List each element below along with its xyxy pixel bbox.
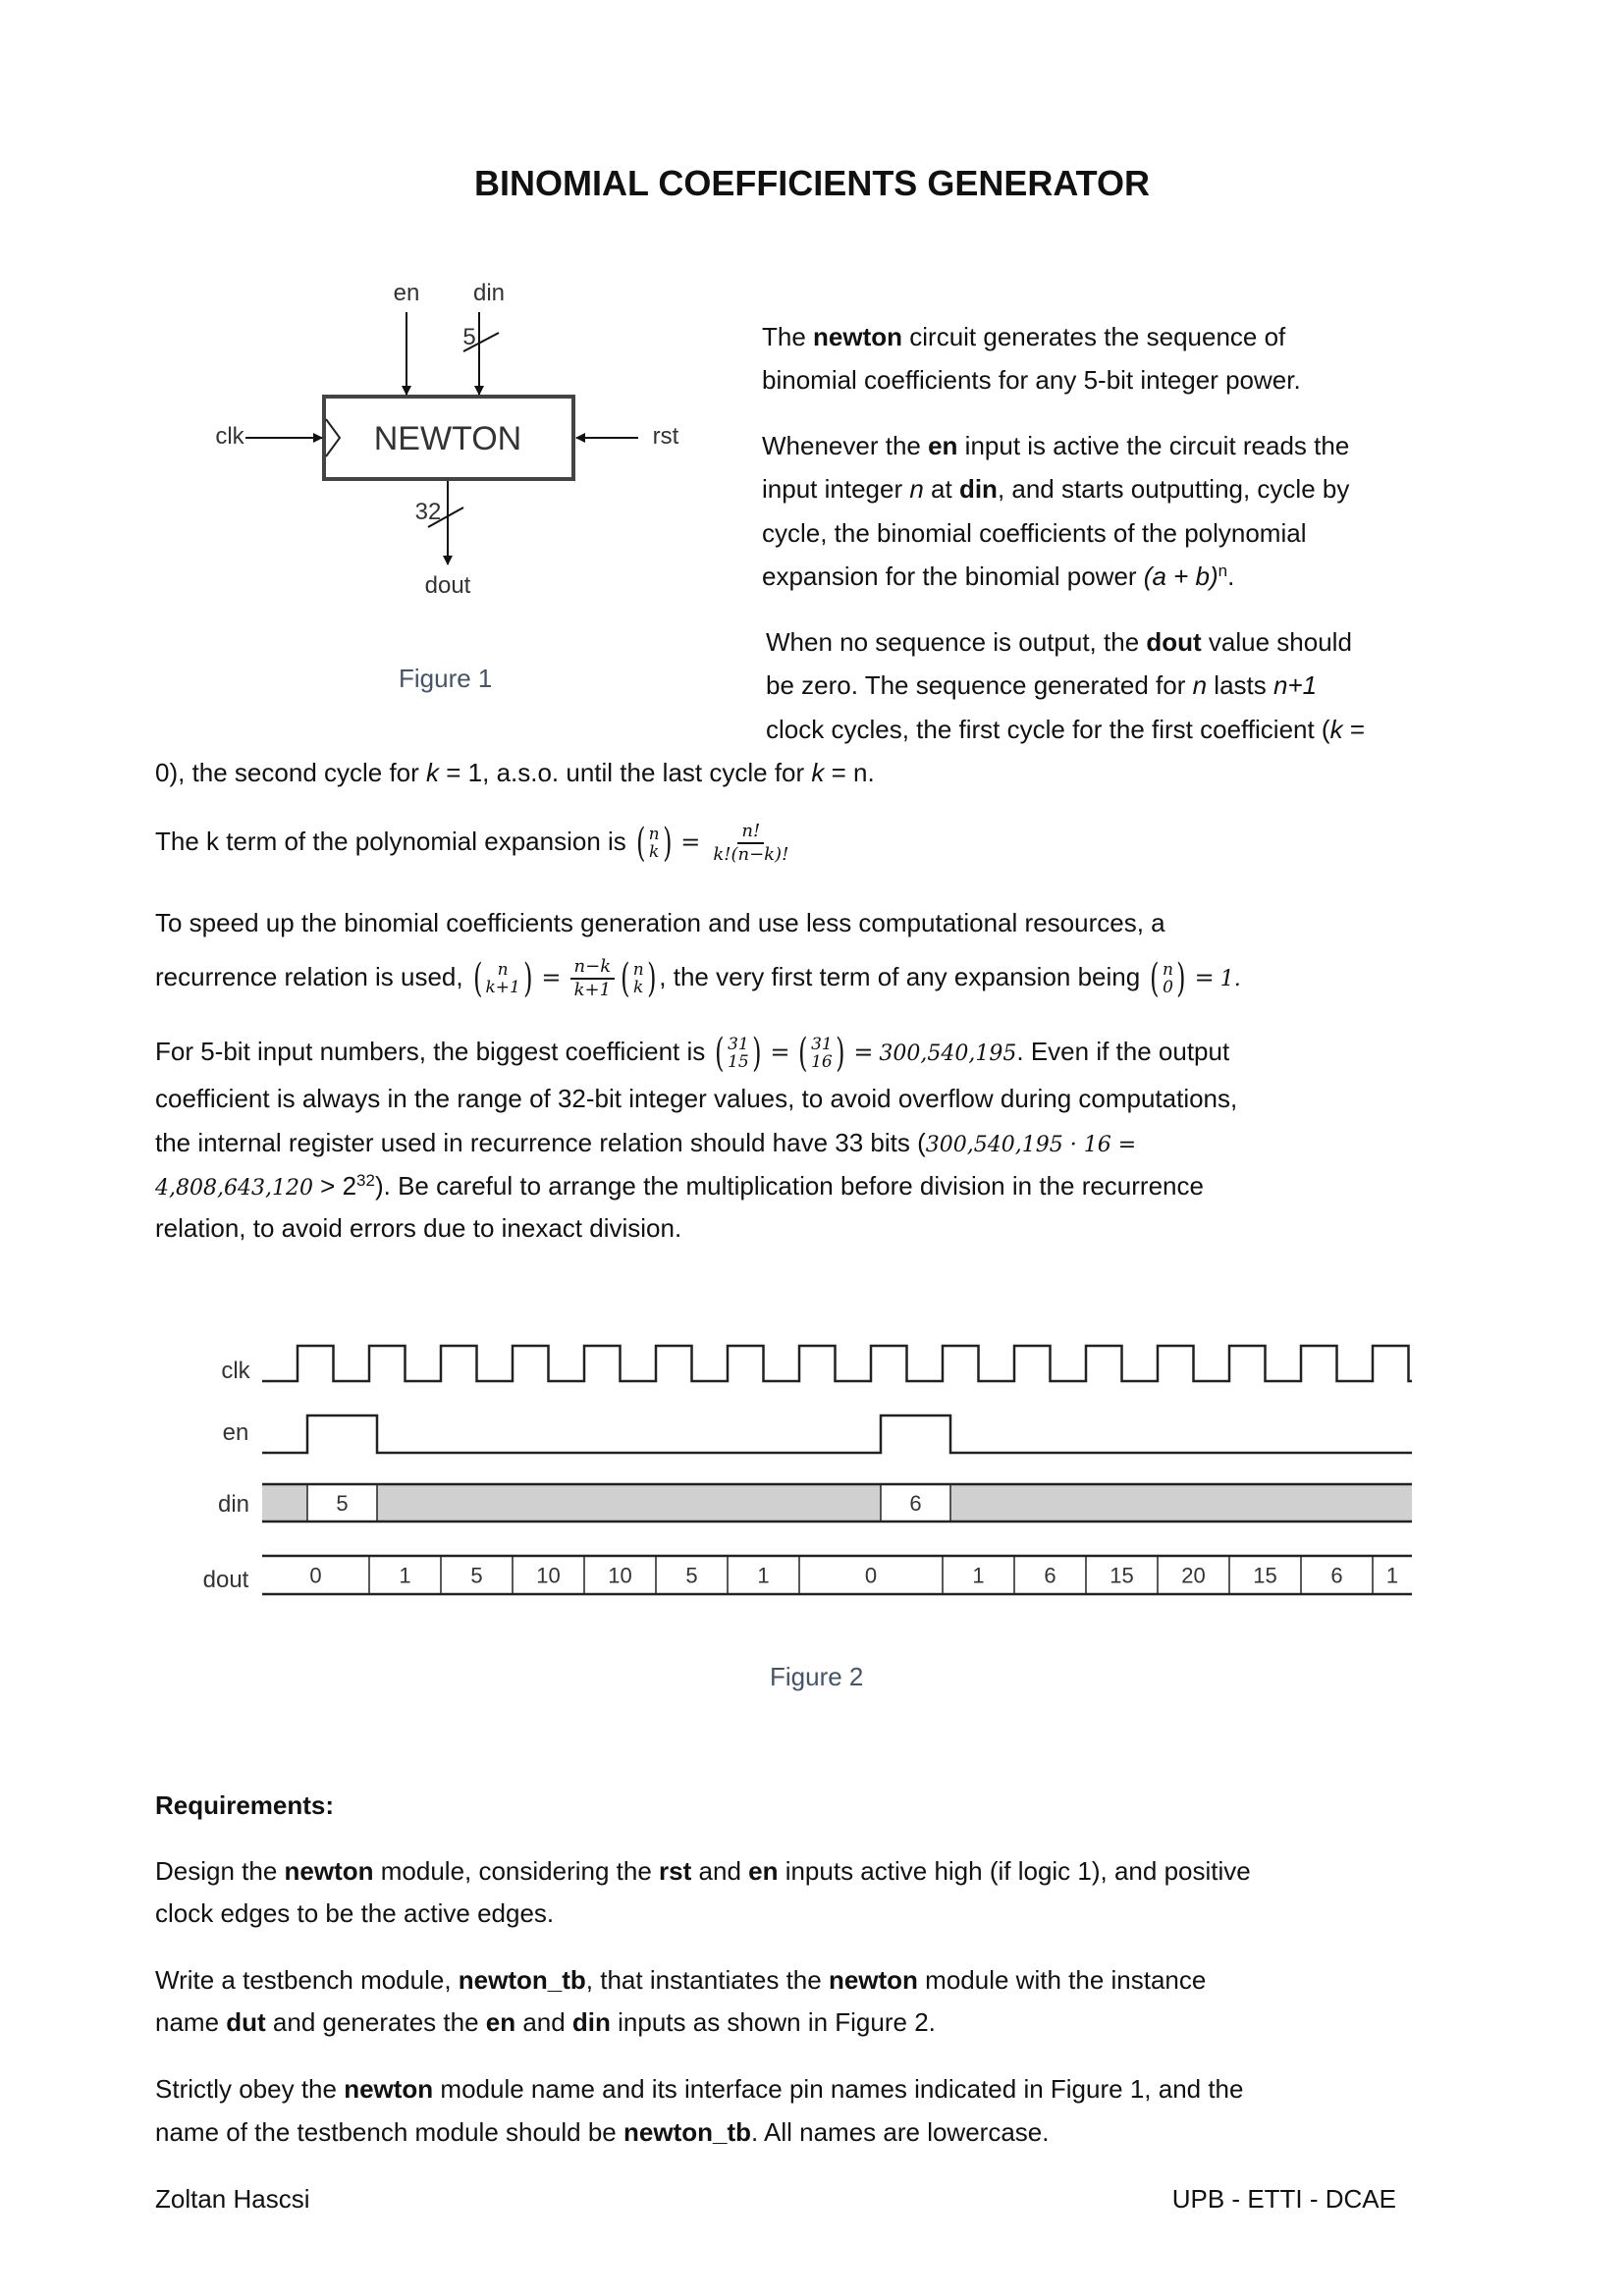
bold-term: rst <box>659 1856 692 1886</box>
text-segment: name <box>155 2007 227 2037</box>
figure-2-timing-diagram <box>0 1315 1624 1620</box>
text-segment: = n. <box>824 758 875 787</box>
signal-label-clk: clk <box>221 1358 250 1384</box>
text-line <box>155 1855 1251 1887</box>
dout-value: 15 <box>1253 1563 1277 1588</box>
text-segment: = 1, a.s.o. until the last cycle for <box>439 758 812 787</box>
bold-term: newton_tb <box>623 2117 751 2147</box>
superscript: n <box>1218 561 1228 580</box>
bold-term: din <box>571 2007 611 2037</box>
block-label: NEWTON <box>373 420 522 457</box>
fraction-numerator: n−k <box>570 956 616 980</box>
text-line <box>766 626 1352 658</box>
text-segment: module name and its interface pin names indicated in Figure 1, and the <box>433 2074 1244 2104</box>
binomial-bottom: 15 <box>728 1052 749 1072</box>
text-line <box>762 561 1234 592</box>
text-segment: To speed up the binomial coefficients generation and use less computational resources, a <box>155 908 1165 937</box>
paren-right: ) <box>835 1031 845 1076</box>
text-line <box>762 364 1301 396</box>
text-segment: name of the testbench module should be <box>155 2117 623 2147</box>
formula-line <box>155 956 1241 1001</box>
text-line <box>155 2006 936 2038</box>
binomial-top: n <box>497 960 509 980</box>
text-segment: , and starts outputting, cycle by <box>997 474 1350 504</box>
paren-right: ) <box>646 956 657 1001</box>
pin-label-din: din <box>472 280 506 306</box>
math-value: 1. <box>1219 966 1241 991</box>
binomial-top: n <box>1163 960 1173 980</box>
bold-term: dut <box>226 2007 266 2037</box>
binomial-stack <box>811 1036 833 1071</box>
text-line <box>155 1170 1204 1204</box>
clk-waveform <box>262 1346 1412 1381</box>
bold-term: newton <box>344 2074 434 2104</box>
binomial-coefficient <box>712 1031 764 1076</box>
dout-value: 15 <box>1110 1563 1134 1588</box>
page-title: BINOMIAL COEFFICIENTS GENERATOR <box>473 163 1151 203</box>
text-line <box>766 714 1365 745</box>
italic-term: k <box>1329 715 1343 744</box>
text-segment: . All names are lowercase. <box>751 2117 1050 2147</box>
fraction-denominator: k!(n−k)! <box>713 844 789 865</box>
dout-value: 0 <box>864 1563 878 1588</box>
dout-value: 6 <box>1044 1563 1056 1588</box>
dout-value: 5 <box>470 1563 483 1588</box>
text-segment: For 5-bit input numbers, the biggest coefficient is <box>155 1036 713 1066</box>
binomial-top: 31 <box>811 1035 833 1054</box>
dout-value: 10 <box>536 1563 561 1588</box>
dout-width-label: 32 <box>414 499 442 525</box>
formula-line <box>155 821 795 866</box>
text-segment: lasts <box>1207 670 1273 700</box>
din-value: 6 <box>909 1491 922 1516</box>
text-segment: The <box>762 322 814 351</box>
din-undefined-region <box>262 1484 1412 1522</box>
paren-left: ( <box>715 1031 725 1076</box>
dout-value: 1 <box>1385 1563 1399 1588</box>
binomial-coefficient <box>1147 956 1188 1001</box>
text-segment: 0), the second cycle for <box>155 758 427 787</box>
bold-term: newton <box>813 322 903 351</box>
text-segment: = <box>1342 715 1366 744</box>
paren-right: ) <box>662 821 673 866</box>
footer-institution: UPB - ETTI - DCAE <box>1171 2184 1396 2214</box>
text-segment: module with the instance <box>917 1965 1207 1995</box>
text-segment: coefficient is always in the range of 32-bit integer values, to avoid overflow during computations, <box>155 1084 1238 1113</box>
bold-term: en <box>485 2007 516 2037</box>
text-line <box>155 907 1165 938</box>
text-segment: and generates the <box>265 2007 486 2037</box>
dout-value: 10 <box>608 1563 632 1588</box>
dout-value: 5 <box>685 1563 698 1588</box>
binomial-stack <box>485 961 519 996</box>
formula-line <box>155 1031 1230 1076</box>
din-width-label: 5 <box>462 324 476 350</box>
text-line <box>155 1127 1136 1161</box>
dout-value: 1 <box>399 1563 411 1588</box>
paren-right: ) <box>751 1031 762 1076</box>
italic-term: n+1 <box>1273 670 1318 700</box>
binomial-stack <box>1163 961 1173 996</box>
binomial-coefficient <box>633 821 675 866</box>
paren-left: ( <box>472 956 483 1001</box>
text-line <box>155 2073 1243 2105</box>
text-line <box>762 321 1285 352</box>
math-value: 300,540,195 · 16 = <box>925 1133 1137 1157</box>
binomial-bottom: k <box>633 978 644 997</box>
italic-term: (a + b) <box>1143 561 1218 591</box>
bold-term: newton <box>828 1965 918 1995</box>
text-line <box>155 757 875 788</box>
signal-label-din: din <box>217 1491 250 1518</box>
en-waveform <box>262 1415 1412 1453</box>
text-segment: Whenever the <box>762 431 929 460</box>
paren-right: ) <box>522 956 533 1001</box>
equals-sign: = <box>770 1038 790 1066</box>
italic-term: n <box>909 474 924 504</box>
text-segment: When no sequence is output, the <box>766 627 1147 657</box>
pin-label-en: en <box>393 280 420 306</box>
dout-value: 20 <box>1181 1563 1206 1588</box>
text-line <box>762 517 1306 549</box>
pin-label-clk: clk <box>215 423 244 450</box>
pin-label-rst: rst <box>652 423 679 450</box>
text-line <box>762 473 1349 505</box>
bold-term: din <box>958 474 998 504</box>
text-segment: circuit generates the sequence of <box>902 322 1286 351</box>
text-segment: be zero. The sequence generated for <box>766 670 1193 700</box>
math-value: 300,540,195 <box>879 1041 1017 1066</box>
paren-left: ( <box>636 821 646 866</box>
binomial-stack <box>633 961 644 996</box>
text-line <box>155 1964 1206 1996</box>
bold-term: Requirements: <box>155 1790 335 1820</box>
dout-value: 0 <box>309 1563 322 1588</box>
paren-left: ( <box>621 956 630 1001</box>
italic-term: n <box>1192 670 1208 700</box>
dout-value: 1 <box>757 1563 770 1588</box>
text-segment: clock cycles, the first cycle for the first coefficient ( <box>766 715 1330 744</box>
text-line <box>155 1212 681 1244</box>
text-segment: clock edges to be the active edges. <box>155 1898 555 1928</box>
text-segment: inputs as shown in Figure 2. <box>610 2007 936 2037</box>
fraction-denominator: k+1 <box>573 980 612 1000</box>
text-segment: . <box>1227 561 1235 591</box>
binomial-bottom: k+1 <box>485 978 520 997</box>
text-segment: input is active the circuit reads the <box>957 431 1350 460</box>
binomial-coefficient <box>618 956 659 1001</box>
text-line <box>155 2116 1049 2148</box>
requirements-heading <box>155 1789 334 1821</box>
text-segment: expansion for the binomial power <box>762 561 1144 591</box>
math-value: 4,808,643,120 <box>155 1176 313 1201</box>
dout-value: 1 <box>972 1563 985 1588</box>
text-segment: Strictly obey the <box>155 2074 345 2104</box>
text-segment: binomial coefficients for any 5-bit integer power. <box>762 365 1301 395</box>
equals-sign: = <box>680 828 701 856</box>
text-segment: module, considering the <box>373 1856 660 1886</box>
text-segment: relation, to avoid errors due to inexact division. <box>155 1213 682 1243</box>
signal-label-dout: dout <box>202 1567 249 1593</box>
text-segment: , the very first term of any expansion being <box>659 961 1148 991</box>
text-line <box>762 430 1349 461</box>
text-segment: inputs active high (if logic 1), and positive <box>778 1856 1251 1886</box>
text-segment: cycle, the binomial coefficients of the polynomial <box>762 518 1307 548</box>
binomial-top: 31 <box>728 1035 749 1054</box>
text-segment: the internal register used in recurrence relation should have 33 bits ( <box>155 1128 926 1157</box>
equals-sign: = <box>853 1038 874 1066</box>
text-segment: at <box>923 474 959 504</box>
text-segment: and <box>515 2007 572 2037</box>
paren-left: ( <box>798 1031 808 1076</box>
text-segment: ). Be careful to arrange the multiplication before division in the recurrence <box>374 1171 1204 1201</box>
binomial-coefficient <box>470 956 536 1001</box>
italic-term: k <box>426 758 440 787</box>
dout-value: 6 <box>1330 1563 1343 1588</box>
bold-term: newton_tb <box>458 1965 586 1995</box>
figure-1-caption: Figure 1 <box>399 664 493 693</box>
fraction-numerator: n! <box>737 821 764 844</box>
text-segment: The k term of the polynomial expansion is <box>155 826 634 856</box>
fraction <box>709 821 792 866</box>
binomial-stack <box>649 826 660 861</box>
italic-term: k <box>811 758 825 787</box>
text-segment: Write a testbench module, <box>155 1965 459 1995</box>
superscript: 32 <box>356 1171 375 1190</box>
text-segment: value should <box>1201 627 1352 657</box>
footer-author: Zoltan Hascsi <box>155 2184 310 2214</box>
binomial-bottom: k <box>648 842 660 862</box>
bold-term: en <box>748 1856 779 1886</box>
paren-right: ) <box>1176 956 1186 1001</box>
text-segment: Design the <box>155 1856 285 1886</box>
text-line <box>155 1897 554 1929</box>
text-line <box>155 1083 1237 1114</box>
text-segment: and <box>691 1856 749 1886</box>
text-segment: recurrence relation is used, <box>155 961 470 991</box>
text-line <box>766 669 1317 701</box>
pin-label-dout: dout <box>424 572 471 599</box>
binomial-coefficient <box>795 1031 847 1076</box>
figure-2-caption: Figure 2 <box>770 1662 864 1691</box>
bold-term: newton <box>284 1856 374 1886</box>
din-value: 5 <box>336 1491 349 1516</box>
fraction <box>570 956 616 1001</box>
text-segment: . Even if the output <box>1016 1036 1230 1066</box>
text-segment: > 2 <box>312 1171 357 1201</box>
text-segment: , that instantiates the <box>585 1965 829 1995</box>
binomial-bottom: 16 <box>811 1052 833 1072</box>
bold-term: dout <box>1146 627 1202 657</box>
binomial-bottom: 0 <box>1163 978 1173 997</box>
text-segment: input integer <box>762 474 910 504</box>
binomial-top: n <box>632 960 644 980</box>
paren-left: ( <box>1150 956 1160 1001</box>
bold-term: en <box>928 431 958 460</box>
signal-label-en: en <box>222 1419 249 1446</box>
equals-sign: = <box>1194 963 1215 991</box>
binomial-top: n <box>648 825 660 844</box>
binomial-stack <box>728 1036 749 1071</box>
equals-sign: = <box>541 963 562 991</box>
